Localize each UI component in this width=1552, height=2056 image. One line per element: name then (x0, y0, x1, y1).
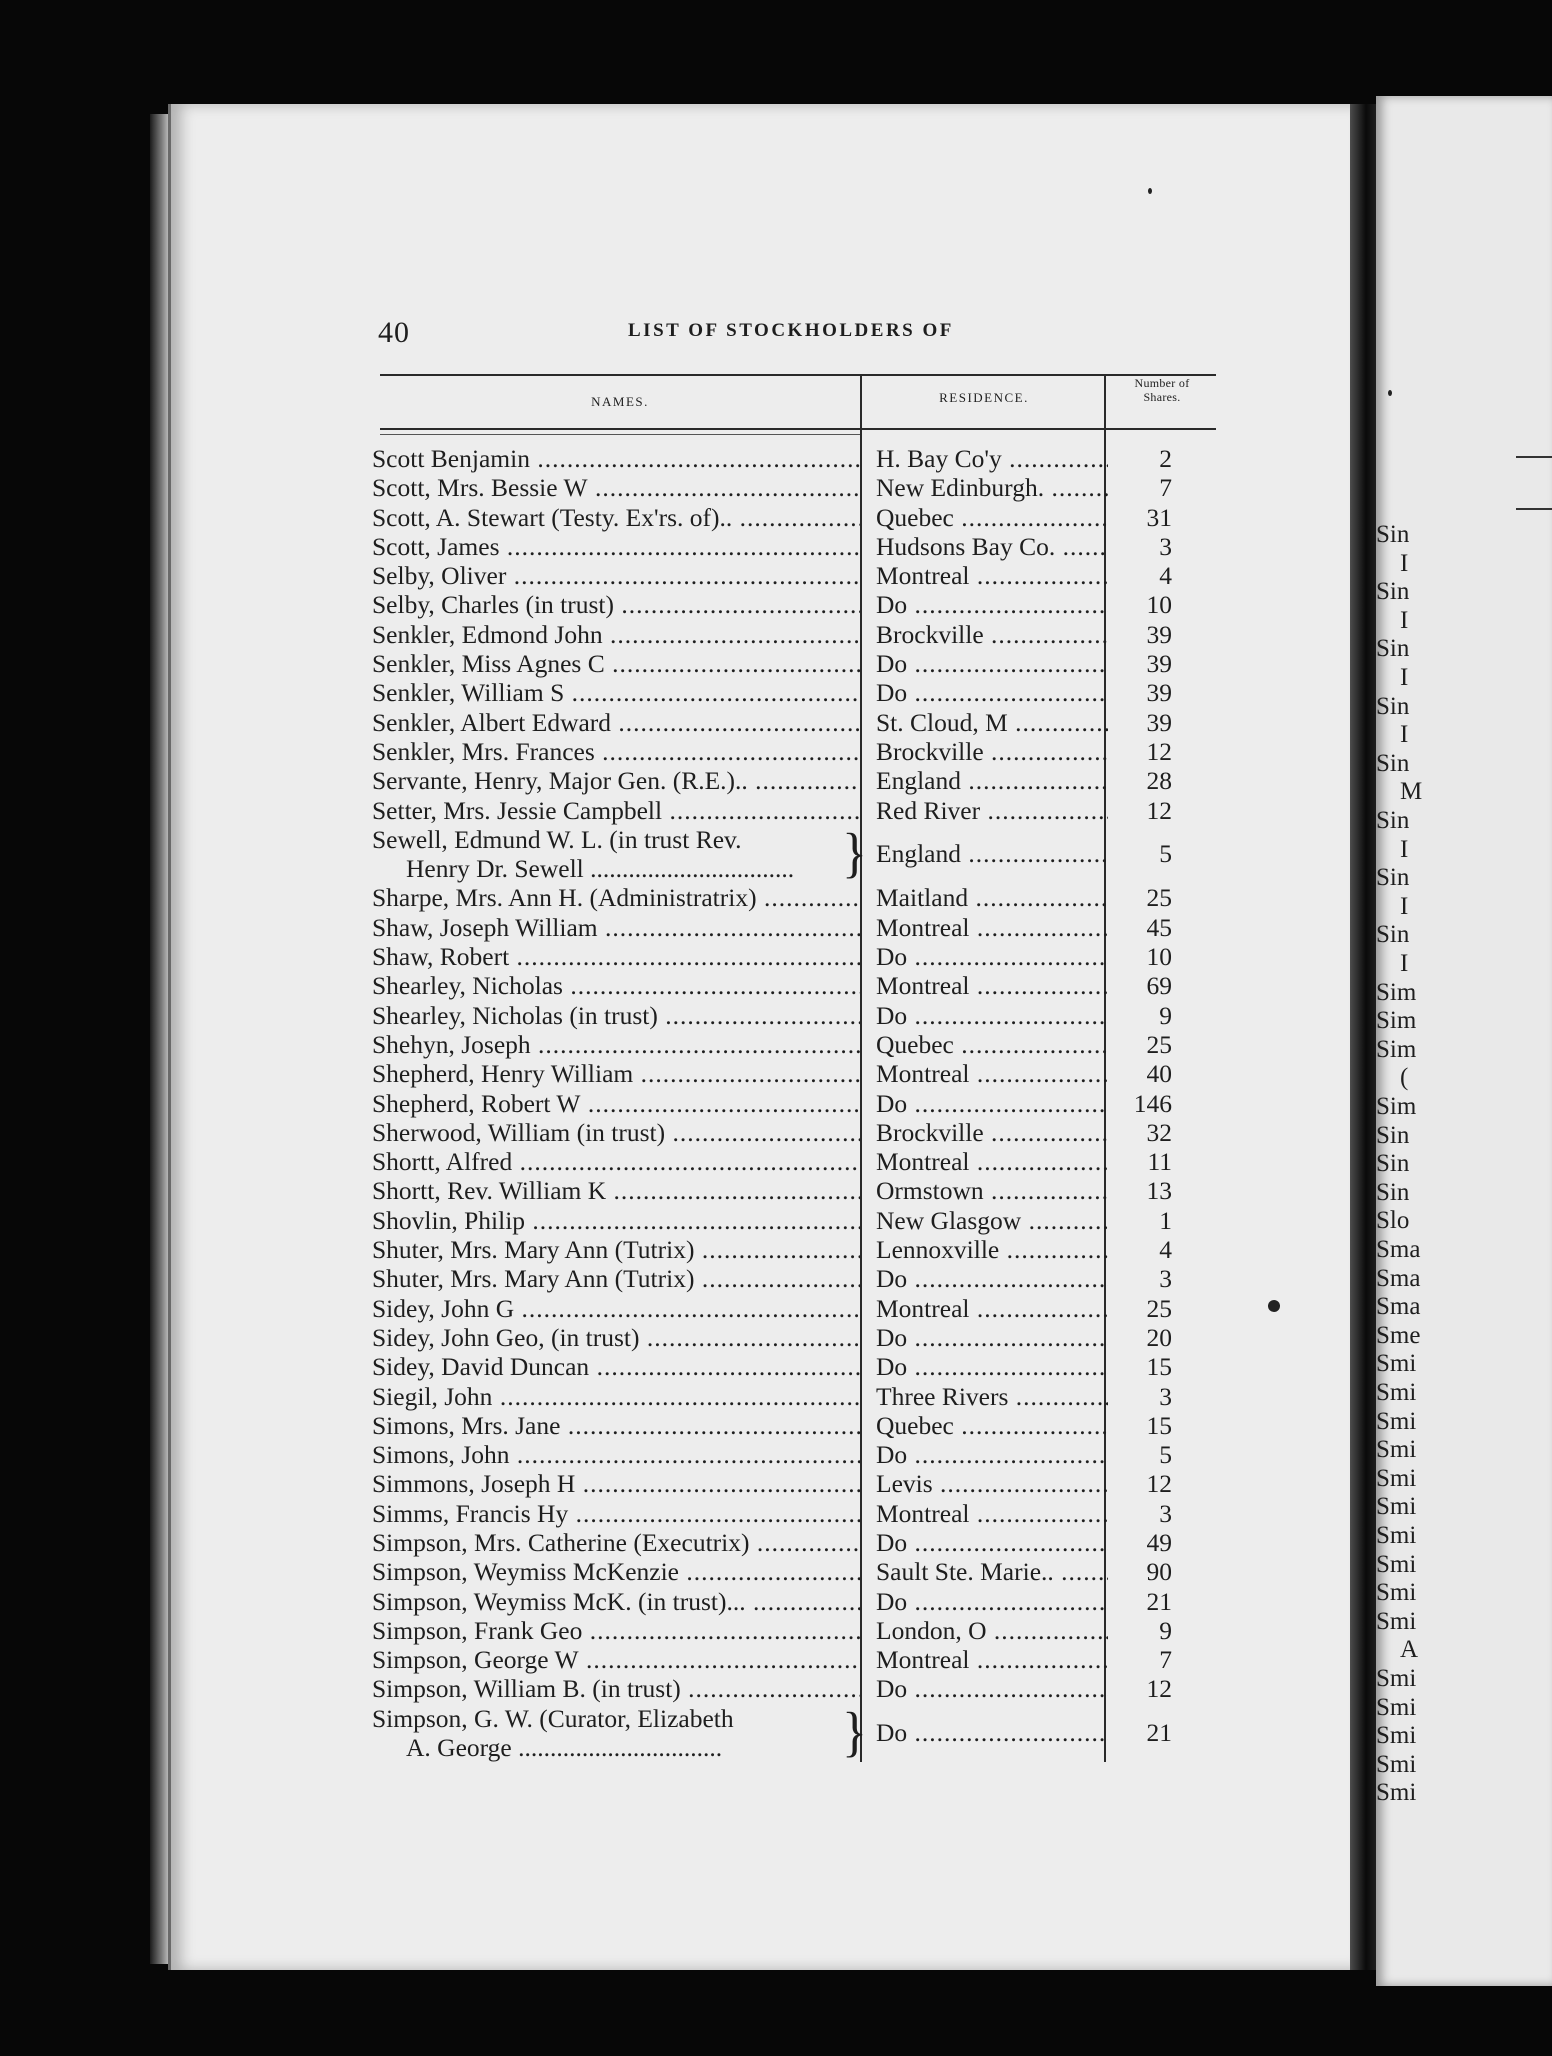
stockholder-name-text: Shepherd, Henry William (372, 1059, 634, 1089)
facing-page-fragment: Smi (1376, 1722, 1417, 1750)
shares-cell: 11 (1147, 1147, 1172, 1177)
facing-page-fragment: Smi (1376, 1407, 1417, 1435)
table-row (372, 708, 1232, 737)
stockholder-name-text: Shuter, Mrs. Mary Ann (Tutrix) (372, 1264, 695, 1294)
facing-page-rule (1516, 456, 1552, 458)
stockholder-name-text: Shuter, Mrs. Mary Ann (Tutrix) (372, 1235, 695, 1265)
stockholder-name-text: Sidey, David Duncan (372, 1352, 590, 1382)
residence-cell: Do ..... (876, 1001, 1108, 1030)
stockholder-name (372, 825, 860, 883)
shares-column-header (1106, 376, 1218, 404)
residence-cell: Lennoxville ..... (876, 1235, 1108, 1264)
header-bottom-rule (380, 428, 1216, 430)
stockholder-name (372, 503, 860, 532)
shares-cell: 25 (1146, 1029, 1172, 1059)
facing-page-fragment: Smi (1376, 1436, 1417, 1464)
residence-cell: Do ..... (876, 1323, 1108, 1352)
stockholder-name-text: Senkler, Edmond John (372, 619, 603, 649)
stockholder-name-text: Simmons, Joseph H (372, 1469, 576, 1499)
facing-page-rule (1516, 508, 1552, 510)
table-row (372, 796, 1232, 825)
shares-cell: 2 (1159, 444, 1172, 473)
stockholder-name-text: Sherwood, William (in trust) (372, 1117, 666, 1147)
page-number: 40 (378, 316, 410, 349)
residence-cell: St. Cloud, M ..... (876, 708, 1108, 737)
shares-header-line-2: Shares. (1143, 390, 1181, 404)
stockholder-name (372, 1147, 860, 1176)
residence-cell: Do ..... (876, 1528, 1108, 1557)
stockholder-name (372, 1557, 860, 1586)
facing-page (1376, 96, 1552, 1986)
shares-cell: 69 (1146, 971, 1172, 1001)
shares-cell: 3 (1159, 1381, 1172, 1411)
shares-cell: 9 (1159, 1615, 1172, 1645)
residence-cell: Montreal ..... (876, 971, 1108, 1000)
header-double-rule (380, 434, 860, 435)
stockholder-name-text: Sidey, John Geo, (in trust) (372, 1322, 640, 1352)
stockholder-name-text: Siegil, John (372, 1381, 493, 1411)
table-row (372, 1206, 1232, 1235)
table-row (372, 473, 1232, 502)
residence-cell: H. Bay Co'y ..... (876, 444, 1108, 473)
table-row (372, 561, 1232, 590)
stockholder-name (372, 1089, 860, 1118)
shares-cell: 15 (1146, 1352, 1172, 1382)
residence-cell: Quebec ..... (876, 1030, 1108, 1059)
facing-page-fragment: Smi (1376, 1522, 1417, 1549)
table-row (372, 1059, 1232, 1088)
residence-cell: Do ..... (876, 1587, 1108, 1616)
stockholder-name (372, 1059, 860, 1088)
table-top-rule (380, 374, 1216, 376)
facing-page-fragment: Smi (1376, 1464, 1417, 1492)
residence-cell: Brockville ..... (876, 620, 1108, 649)
stockholder-name-text: Simpson, William B. (in trust) (372, 1674, 681, 1704)
stockholder-name (372, 1440, 860, 1469)
residence-cell: Do ..... (876, 1718, 1108, 1747)
grouping-brace: } (842, 823, 867, 884)
residence-cell: Quebec ..... (876, 1411, 1108, 1440)
stockholder-name-text: Shaw, Robert (372, 942, 510, 972)
shares-cell: 3 (1159, 1264, 1172, 1294)
residence-cell: Montreal ..... (876, 1499, 1108, 1528)
stockholder-name (372, 1323, 860, 1352)
facing-page-fragment: Smi (1376, 1607, 1417, 1635)
stockholder-name-text: Shaw, Joseph William (372, 912, 598, 942)
stockholder-name (372, 1411, 860, 1440)
table-row (372, 1264, 1232, 1293)
facing-page-fragment: Sma (1376, 1236, 1421, 1263)
stockholder-name (372, 766, 860, 795)
stockholder-name (372, 678, 860, 707)
facing-page-fragment: Sim (1376, 1007, 1417, 1035)
residence-cell: New Glasgow ..... (876, 1206, 1108, 1235)
residence-cell: Do ..... (876, 1674, 1108, 1703)
facing-page-fragment: Sin (1376, 692, 1410, 720)
leader-dots: ................................ (511, 1732, 723, 1762)
shares-cell: 9 (1159, 1000, 1172, 1030)
stockholder-name-text: Shepherd, Robert W (372, 1088, 581, 1118)
residence-cell: Montreal ..... (876, 561, 1108, 590)
table-row (372, 1352, 1232, 1381)
table-row (372, 620, 1232, 649)
stockholder-name-text: Simms, Francis Hy (372, 1498, 569, 1528)
facing-page-fragment: Smi (1376, 1693, 1417, 1721)
stockholder-name (372, 971, 860, 1000)
table-row (372, 1382, 1232, 1411)
shares-cell: 90 (1146, 1557, 1172, 1587)
shares-cell: 5 (1159, 1440, 1172, 1470)
stockholder-name (372, 913, 860, 942)
stockholder-name-text: Sidey, John G (372, 1293, 515, 1323)
ink-speck (1148, 188, 1152, 194)
grouping-brace: } (842, 1702, 867, 1763)
residence-cell: Do ..... (876, 678, 1108, 707)
facing-page-fragment: Smi (1376, 1493, 1417, 1521)
ink-speck (1268, 1300, 1280, 1312)
table-row (372, 1030, 1232, 1059)
shares-cell: 39 (1146, 678, 1172, 708)
residence-cell: Montreal ..... (876, 913, 1108, 942)
facing-page-fragment: ( (1400, 1064, 1409, 1092)
stockholder-name (372, 1469, 860, 1498)
stockholder-name (372, 1499, 860, 1528)
residence-cell: Maitland ..... (876, 883, 1108, 912)
residence-cell: Hudsons Bay Co. ..... (876, 532, 1108, 561)
stockholder-name (372, 1587, 860, 1616)
stockholder-name (372, 1704, 860, 1762)
shares-header-line-1: Number of (1134, 376, 1190, 390)
stockholder-name (372, 473, 860, 502)
shares-cell: 12 (1146, 736, 1172, 766)
stockholder-name (372, 1294, 860, 1323)
residence-cell: Do ..... (876, 649, 1108, 678)
facing-page-fragment: A (1400, 1636, 1419, 1664)
shares-cell: 10 (1146, 590, 1172, 620)
shares-cell: 39 (1146, 649, 1172, 679)
shares-cell: 4 (1159, 1235, 1172, 1265)
residence-cell: Brockville ..... (876, 737, 1108, 766)
facing-page-fragment: Sin (1376, 635, 1410, 663)
table-row (372, 678, 1232, 707)
stockholder-name-text: Scott, James (372, 531, 500, 561)
shares-cell: 146 (1133, 1088, 1172, 1118)
facing-page-fragment: Smi (1376, 1379, 1417, 1406)
shares-cell: 5 (1159, 838, 1172, 868)
shares-cell: 32 (1146, 1117, 1172, 1147)
stockholder-name-text: Sewell, Edmund W. L. (in trust Rev. (372, 824, 742, 854)
table-row (372, 444, 1232, 473)
facing-page-fragment: Sin (1376, 807, 1410, 834)
table-row (372, 883, 1232, 912)
shares-cell: 21 (1146, 1586, 1172, 1616)
shares-cell: 10 (1146, 942, 1172, 972)
stockholder-name (372, 942, 860, 971)
facing-page-fragment: Smi (1376, 1350, 1417, 1378)
residence-cell: Ormstown ..... (876, 1176, 1108, 1205)
table-row (372, 913, 1232, 942)
shares-cell: 25 (1146, 1293, 1172, 1323)
stockholder-name-text: Selby, Charles (in trust) (372, 590, 614, 620)
stockholder-name (372, 1030, 860, 1059)
stockholder-name (372, 1001, 860, 1030)
stockholder-name (372, 1528, 860, 1557)
stockholder-name-text: Simpson, Weymiss McK. (in trust)... (372, 1586, 746, 1616)
stockholders-table (372, 444, 1232, 1762)
residence-cell: Do ..... (876, 1352, 1108, 1381)
residence-cell: Red River ..... (876, 796, 1108, 825)
table-row (372, 1294, 1232, 1323)
residence-cell: Sault Ste. Marie.. ..... (876, 1557, 1108, 1586)
residence-cell: Do ..... (876, 590, 1108, 619)
stockholder-name (372, 708, 860, 737)
stockholder-name-text: Shearley, Nicholas (372, 971, 563, 1001)
table-row (372, 1089, 1232, 1118)
table-row (372, 649, 1232, 678)
stockholder-name-text: Senkler, William S (372, 678, 565, 708)
facing-page-fragment: Sin (1376, 749, 1410, 777)
shares-cell: 15 (1146, 1410, 1172, 1440)
residence-cell: Do ..... (876, 1440, 1108, 1469)
shares-cell: 31 (1146, 502, 1172, 532)
residence-cell: Quebec ..... (876, 503, 1108, 532)
facing-page-fragment: Sin (1376, 1178, 1410, 1206)
stockholder-name (372, 1206, 860, 1235)
facing-page-fragment: Smi (1376, 1750, 1417, 1778)
table-row (372, 1557, 1232, 1586)
table-row (372, 1674, 1232, 1703)
stockholder-name-text: Senkler, Mrs. Frances (372, 736, 595, 766)
stockholder-name (372, 561, 860, 590)
facing-page-fragment: I (1400, 835, 1409, 863)
stockholder-name (372, 1264, 860, 1293)
residence-cell: Montreal ..... (876, 1147, 1108, 1176)
table-row (372, 1411, 1232, 1440)
shares-cell: 7 (1159, 1645, 1172, 1675)
facing-page-fragment: Smi (1376, 1579, 1417, 1607)
shares-cell: 39 (1146, 619, 1172, 649)
table-row (372, 1001, 1232, 1030)
shares-cell: 7 (1159, 473, 1172, 503)
table-row (372, 1704, 1232, 1763)
table-row (372, 1645, 1232, 1674)
stockholder-name-text: Scott, A. Stewart (Testy. Ex'rs. of).. (372, 502, 733, 532)
residence-cell: Three Rivers ..... (876, 1382, 1108, 1411)
stockholder-name (372, 1176, 860, 1205)
shares-cell: 21 (1146, 1717, 1172, 1747)
shares-cell: 49 (1146, 1527, 1172, 1557)
stockholder-name (372, 1382, 860, 1411)
table-row (372, 825, 1232, 884)
stockholder-name (372, 1118, 860, 1147)
stockholder-name-continuation: A. George (406, 1732, 512, 1762)
residence-cell: Montreal ..... (876, 1294, 1108, 1323)
table-row (372, 1323, 1232, 1352)
stockholder-name-text: Shovlin, Philip (372, 1205, 526, 1235)
shares-cell: 20 (1146, 1322, 1172, 1352)
residence-cell: Do ..... (876, 942, 1108, 971)
stockholder-name-text: Simpson, G. W. (Curator, Elizabeth (372, 1703, 734, 1733)
residence-cell: England ..... (876, 839, 1108, 868)
stockholder-name-text: Shortt, Rev. William K (372, 1176, 607, 1206)
residence-cell: Do ..... (876, 1264, 1108, 1293)
facing-page-fragment: I (1400, 606, 1409, 634)
running-head: LIST OF STOCKHOLDERS OF (628, 320, 954, 341)
residence-column-header: RESIDENCE. (939, 390, 1029, 405)
residence-cell: Montreal ..... (876, 1645, 1108, 1674)
table-row (372, 766, 1232, 795)
facing-page-fragment: I (1400, 721, 1409, 749)
stockholder-name (372, 620, 860, 649)
table-row (372, 942, 1232, 971)
stockholder-name (372, 590, 860, 619)
stockholder-name-text: Selby, Oliver (372, 561, 507, 591)
shares-cell: 40 (1146, 1059, 1172, 1089)
facing-page-fragment: Sin (1376, 1150, 1410, 1178)
stockholder-name (372, 883, 860, 912)
residence-cell: Levis ..... (876, 1469, 1108, 1498)
stockholder-name-text: Simons, Mrs. Jane (372, 1410, 561, 1440)
shares-cell: 4 (1159, 561, 1172, 591)
stockholder-name-text: Simpson, Frank Geo (372, 1615, 583, 1645)
facing-page-fragment: Smi (1376, 1550, 1417, 1578)
facing-page-fragment: Sme (1376, 1321, 1421, 1349)
ink-speck (1388, 390, 1392, 396)
facing-page-fragment: I (1400, 892, 1409, 920)
facing-page-fragment: I (1400, 549, 1409, 577)
table-row (372, 971, 1232, 1000)
stockholder-name (372, 532, 860, 561)
stockholder-name (372, 1616, 860, 1645)
stockholder-name-text: Simpson, Weymiss McKenzie (372, 1557, 679, 1587)
table-row (372, 1440, 1232, 1469)
table-row (372, 1147, 1232, 1176)
stockholder-name-text: Shearley, Nicholas (in trust) (372, 1000, 658, 1030)
table-row (372, 1235, 1232, 1264)
facing-page-fragment: Smi (1376, 1779, 1417, 1807)
shares-cell: 3 (1159, 531, 1172, 561)
table-row (372, 590, 1232, 619)
facing-page-fragment: Sin (1376, 864, 1410, 892)
stockholder-name-text: Setter, Mrs. Jessie Campbell (372, 795, 663, 825)
shares-cell: 12 (1146, 1469, 1172, 1499)
facing-page-fragment: Sim (1376, 978, 1417, 1006)
stockholder-name (372, 1645, 860, 1674)
facing-page-fragment: Sma (1376, 1264, 1421, 1292)
facing-page-fragment: Sim (1376, 1035, 1417, 1063)
shares-cell: 1 (1159, 1205, 1172, 1235)
facing-page-fragment: Sin (1376, 521, 1410, 548)
shares-cell: 25 (1146, 883, 1172, 913)
residence-cell: Brockville ..... (876, 1118, 1108, 1147)
stockholder-name (372, 1235, 860, 1264)
shares-cell: 28 (1146, 766, 1172, 796)
stockholder-name-text: Senkler, Albert Edward (372, 707, 612, 737)
stockholder-name-text: Shehyn, Joseph (372, 1029, 531, 1059)
stockholder-name (372, 737, 860, 766)
stockholder-name-text: Senkler, Miss Agnes C (372, 649, 605, 679)
stockholder-name-text: Simons, John (372, 1440, 510, 1470)
table-row (372, 1118, 1232, 1147)
facing-page-fragment: Sma (1376, 1293, 1421, 1321)
shares-cell: 39 (1146, 707, 1172, 737)
stockholder-name-text: Sharpe, Mrs. Ann H. (Administratrix) (372, 883, 757, 913)
stockholder-name-text: Shortt, Alfred (372, 1147, 513, 1177)
leader-dots: ................................ (583, 853, 795, 883)
facing-page-fragment: Sin (1376, 1121, 1410, 1149)
stockholder-name-text: Servante, Henry, Major Gen. (R.E.).. (372, 766, 748, 796)
facing-page-fragment: Sin (1376, 578, 1410, 606)
shares-cell: 12 (1146, 795, 1172, 825)
residence-cell: London, O ..... (876, 1616, 1108, 1645)
stockholder-name (372, 1674, 860, 1703)
stockholder-name (372, 796, 860, 825)
stockholder-name (372, 444, 860, 473)
shares-cell: 13 (1146, 1176, 1172, 1206)
residence-cell: Do ..... (876, 1089, 1108, 1118)
table-row (372, 1499, 1232, 1528)
facing-page-fragment: Slo (1376, 1207, 1410, 1235)
facing-page-fragment: Sim (1376, 1093, 1417, 1120)
shares-cell: 45 (1146, 912, 1172, 942)
facing-page-fragment: I (1400, 950, 1409, 977)
stockholder-name-text: Simpson, Mrs. Catherine (Executrix) (372, 1527, 750, 1557)
table-row (372, 1587, 1232, 1616)
stockholder-name-continuation: Henry Dr. Sewell (406, 853, 584, 883)
facing-page-fragment: Smi (1376, 1665, 1417, 1692)
stockholder-name-text: Scott, Mrs. Bessie W (372, 473, 588, 503)
table-row (372, 1176, 1232, 1205)
facing-page-fragment: Sin (1376, 921, 1410, 949)
facing-page-fragment: M (1400, 778, 1423, 806)
table-row (372, 737, 1232, 766)
table-row (372, 532, 1232, 561)
stockholder-name-text: Simpson, George W (372, 1645, 579, 1675)
residence-cell: New Edinburgh. ..... (876, 473, 1108, 502)
shares-cell: 12 (1146, 1674, 1172, 1704)
stockholder-name (372, 1352, 860, 1381)
table-row (372, 1528, 1232, 1557)
table-row (372, 503, 1232, 532)
residence-cell: Montreal ..... (876, 1059, 1108, 1088)
shares-cell: 3 (1159, 1498, 1172, 1528)
table-row (372, 1469, 1232, 1498)
facing-page-fragment: I (1400, 664, 1409, 691)
stockholder-name (372, 649, 860, 678)
names-column-header: NAMES. (591, 394, 649, 409)
stockholder-name-text: Scott Benjamin (372, 444, 530, 473)
residence-cell: England ..... (876, 766, 1108, 795)
table-row (372, 1616, 1232, 1645)
